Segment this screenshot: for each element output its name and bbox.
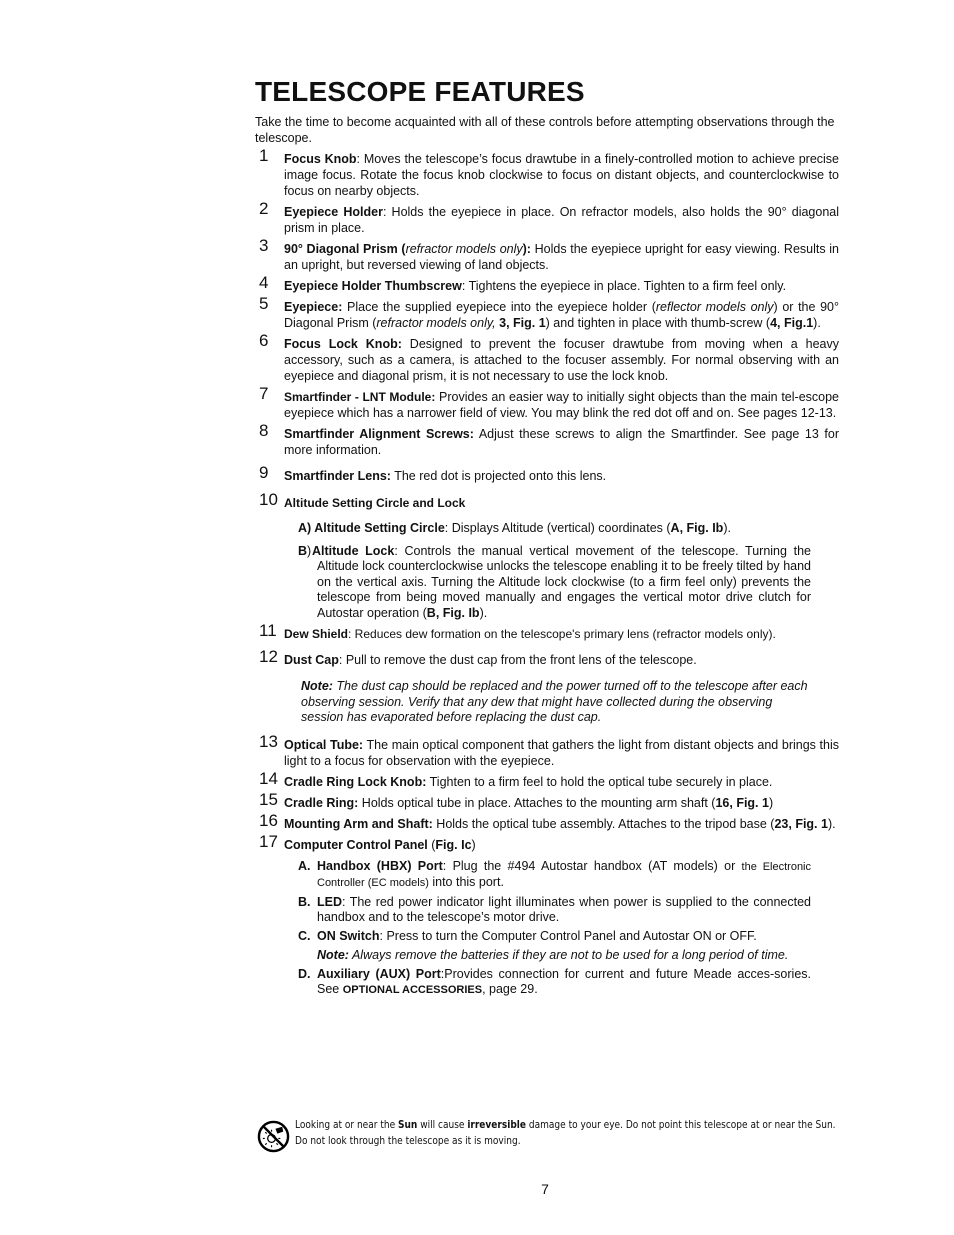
- feature-item: [255, 463, 839, 484]
- sub-label: ON Switch: [317, 928, 380, 943]
- feature-number: 7: [259, 384, 269, 403]
- feature-label: Smartfinder - LNT Module:: [284, 390, 436, 404]
- page-title: TELESCOPE FEATURES: [255, 76, 585, 107]
- feature-item: [255, 236, 839, 273]
- sub-text: into this port.: [428, 875, 504, 889]
- feature-number: 6: [259, 331, 269, 350]
- feature-item: [255, 421, 840, 458]
- feature-number: 8: [259, 421, 269, 440]
- warning-text-part: Looking at or near the: [295, 1118, 399, 1131]
- warning-text-part: will cause: [417, 1118, 468, 1131]
- feature-label: Altitude Setting Circle and Lock: [284, 496, 466, 510]
- feature-text: Holds the eyepiece upright for easy viewing. Results in an upright, but reversed viewing of land objects.: [284, 242, 839, 272]
- feature-label: Eyepiece Holder Thumbscrew: [284, 279, 462, 293]
- feature-label-italic: refractor models only: [405, 242, 523, 256]
- feature-label: 90° Diagonal Prism (: [284, 242, 406, 256]
- sub-lead: C.: [298, 928, 311, 943]
- feature-number: 9: [259, 463, 269, 482]
- feature-text: : Tightens the eyepiece in place. Tighten to a firm feel only.: [461, 279, 787, 293]
- feature-text: The red dot is projected onto this lens.: [390, 469, 607, 483]
- feature-text: (: [427, 837, 436, 852]
- note-label: Note:: [301, 679, 333, 693]
- feature-text-italic: refractor models only,: [376, 316, 496, 330]
- page-number: 7: [541, 1181, 549, 1197]
- feature-number: 4: [259, 273, 269, 292]
- sub-text: ).: [479, 605, 488, 620]
- feature-number: 13: [259, 731, 278, 751]
- feature-text: : Reduces dew formation on the telescope's primary lens (refractor models only).: [348, 627, 776, 641]
- feature-label: Optical Tube:: [284, 737, 364, 752]
- feature-text: : Holds the eyepiece in place. On refractor models, also holds the 90° diagonal prism in place.: [284, 205, 840, 235]
- panel-aux-port: [255, 967, 839, 999]
- note-text: The dust cap should be replaced and the power turned off to the telescope after each observing session. Verify that any dew that might have collected during the observing session has evaporated before replacing the dust cap.: [301, 679, 808, 724]
- feature-item: [255, 384, 840, 421]
- warning-text: [295, 1117, 836, 1149]
- feature-label: Focus Knob: [284, 152, 357, 166]
- feature-text: ) and tighten in place with thumb-screw (: [545, 316, 771, 330]
- sub-lead: B.: [298, 894, 311, 909]
- feature-text: Provides an easier way to initially sight objects than the main tel-escope eyepiece which has a narrower field of view. You may blink the red dot off and on. See pages 12-13.: [284, 390, 840, 420]
- warning-emphasis: irreversible: [467, 1118, 526, 1131]
- dust-cap-note: [255, 679, 839, 726]
- feature-number: 1: [259, 146, 269, 165]
- figure-reference: B, Fig. Ib: [426, 605, 480, 620]
- sub-text: ).: [723, 521, 731, 535]
- sub-label: Altitude Lock: [312, 543, 395, 558]
- sub-text: : Plug the #494 Autostar handbox (AT models) or: [442, 858, 742, 873]
- feature-text: : Moves the telescope’s focus drawtube in a finely-controlled motion to achieve precise image focus. Rotate the focus knob clockwise to focus on distant objects, and counterclockwise to focus on nearby objects.: [284, 152, 839, 198]
- figure-reference: A, Fig. Ib: [670, 521, 724, 535]
- figure-reference: 16, Fig. 1: [715, 795, 769, 810]
- figure-reference: 23, Fig. 1: [774, 816, 828, 831]
- feature-item: [255, 731, 840, 769]
- altitude-setting-circle: [255, 521, 839, 537]
- feature-text: Adjust these screws to align the Smartfinder. See page 13 for more information.: [284, 427, 840, 457]
- feature-number: 17: [259, 831, 278, 851]
- note-text: Always remove the batteries if they are not to be used for a long period of time.: [348, 948, 789, 962]
- note-label: Note:: [317, 948, 349, 962]
- sun-warning: [257, 1117, 837, 1149]
- feature-number: 12: [259, 647, 278, 666]
- feature-item: [255, 146, 839, 199]
- sub-text: , page 29.: [482, 982, 538, 996]
- sub-label: LED: [317, 894, 342, 909]
- feature-text: ): [768, 795, 774, 810]
- sub-text: :Provides connection for current and future Meade acces-sories. See: [317, 966, 811, 996]
- sub-text: : Displays Altitude (vertical) coordinates (: [444, 521, 671, 535]
- feature-item: [255, 273, 839, 294]
- feature-label: Computer Control Panel: [284, 837, 428, 852]
- feature-label: Cradle Ring:: [284, 795, 359, 810]
- feature-label: Eyepiece Holder: [284, 205, 383, 219]
- sub-label: Auxiliary (AUX) Port: [317, 966, 441, 981]
- feature-text: ).: [813, 316, 821, 330]
- sub-text-small: the Electronic Controller (EC models): [317, 860, 811, 889]
- sub-text: : Controls the manual vertical movement of the telescope. Turning the Altitude lock counterclockwise unlocks the telescope enabling it to be freely tilted by hand on the vertical axis. Turning the Altitude lock clockwise (to a firm feel only) prevents the telescope from being moved manually and engages the vertical motor drive clutch for Autostar operation (: [317, 543, 811, 620]
- sub-text: : Press to turn the Computer Control Panel and Autostar ON or OFF.: [379, 928, 757, 943]
- feature-text: Holds the optical tube assembly. Attaches to the tripod base (: [432, 816, 775, 831]
- sub-label: Handbox (HBX) Port: [317, 858, 443, 873]
- sub-text: : The red power indicator light illuminates when power is supplied to the connected handbox and to the telescope’s motor drive.: [317, 894, 811, 924]
- panel-on-switch: [255, 929, 839, 945]
- feature-number: 16: [259, 810, 278, 830]
- feature-text-italic: reflector models only: [655, 300, 774, 314]
- feature-item: [255, 647, 839, 668]
- feature-text: Designed to prevent the focuser drawtube from moving when a heavy accessory, such as a camera, is attached to the focuser assembly. For normal observing with an eyepiece and diagonal prism, it is not necessary to use the lock knob.: [284, 337, 839, 383]
- feature-label: Smartfinder Lens:: [284, 469, 391, 483]
- altitude-lock: [255, 544, 839, 622]
- feature-label: Focus Lock Knob:: [284, 337, 402, 351]
- figure-reference: Fig. Ic: [435, 837, 472, 852]
- sub-lead-paren: ): [307, 543, 312, 558]
- feature-label: Eyepiece:: [284, 300, 343, 314]
- page-content: [255, 74, 839, 999]
- figure-reference: 4, Fig.1: [770, 316, 814, 330]
- feature-item: [255, 621, 839, 642]
- intro-paragraph: Take the time to become acquainted with all of these controls before attempting observations through the telescope.: [255, 115, 835, 145]
- feature-item: [255, 831, 839, 853]
- feature-item: [255, 331, 839, 384]
- feature-text: Place the supplied eyepiece into the eyepiece holder (: [342, 300, 656, 314]
- sub-lead: D.: [298, 966, 311, 981]
- feature-text: ) or the 90° Diagonal Prism (: [284, 300, 840, 330]
- feature-text: ).: [827, 816, 836, 831]
- feature-item: [255, 810, 839, 832]
- figure-reference: 3, Fig. 1: [495, 316, 546, 330]
- feature-text: Holds optical tube in place. Attaches to the mounting arm shaft (: [358, 795, 716, 810]
- feature-number: 3: [259, 236, 269, 255]
- feature-number: 10: [259, 490, 278, 509]
- feature-label: Smartfinder Alignment Screws:: [284, 427, 474, 441]
- sub-lead: A.: [298, 858, 311, 873]
- warning-emphasis: Sun: [398, 1118, 418, 1131]
- sub-lead: [298, 544, 311, 560]
- feature-number: 14: [259, 768, 278, 788]
- panel-led: [255, 895, 839, 926]
- sub-label: A) Altitude Setting Circle: [298, 521, 445, 535]
- feature-text: Tighten to a firm feel to hold the optical tube securely in place.: [426, 774, 773, 789]
- feature-text: ): [471, 837, 476, 852]
- feature-item: [255, 789, 839, 811]
- feature-label-end: ):: [522, 242, 531, 256]
- feature-item: [255, 768, 839, 790]
- sub-lead-letter: B: [298, 543, 308, 558]
- panel-handbox-port: [255, 859, 839, 892]
- feature-label: Mounting Arm and Shaft:: [284, 816, 433, 831]
- feature-label: Dust Cap: [284, 653, 339, 667]
- feature-item: [255, 199, 840, 236]
- feature-number: 5: [259, 294, 269, 313]
- feature-text: : Pull to remove the dust cap from the front lens of the telescope.: [338, 653, 697, 667]
- feature-label: Cradle Ring Lock Knob:: [284, 774, 427, 789]
- feature-number: 2: [259, 199, 269, 218]
- feature-number: 15: [259, 789, 278, 809]
- feature-label: Dew Shield: [284, 627, 349, 641]
- feature-text: The main optical component that gathers the light from distant objects and brings this light to a focus for observation with the eyepiece.: [284, 737, 840, 768]
- sub-text-small: OPTIONAL ACCESSORIES: [342, 984, 483, 996]
- warning-text-part: damage to your eye. Do not point this telescope at or near the Sun. Do not look through the telescope as it is moving.: [295, 1118, 836, 1147]
- panel-battery-note: [255, 948, 839, 964]
- feature-item: [255, 490, 839, 511]
- no-sun-warning-icon: [257, 1120, 290, 1153]
- feature-item: [255, 294, 840, 331]
- feature-number: 11: [259, 621, 277, 640]
